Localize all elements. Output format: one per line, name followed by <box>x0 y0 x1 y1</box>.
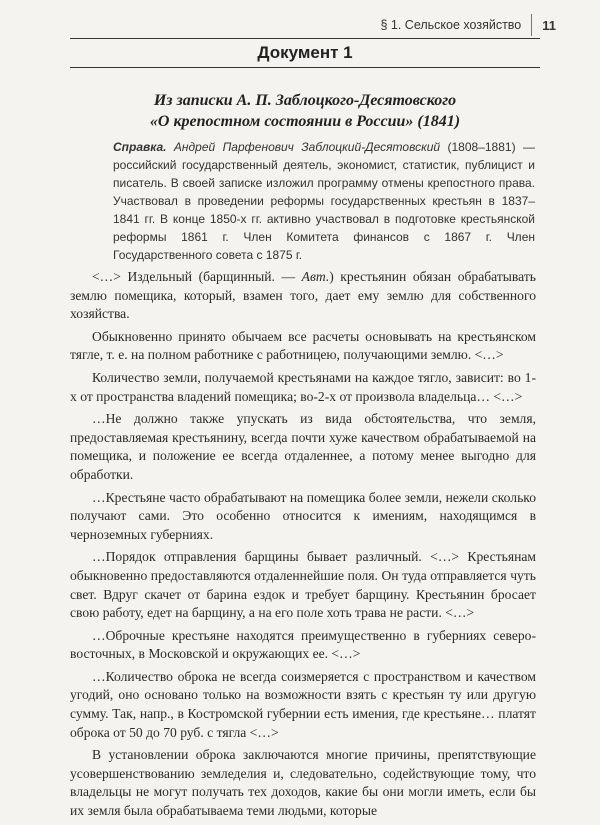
source-title-line-2: «О крепостном состоянии в России» (1841) <box>149 113 461 130</box>
section-title: § 1. Сельское хозяйство <box>380 18 522 32</box>
paragraph: …Порядок отправления барщины бывает различный. <…> Крестьянам обыкновенно предоставляются отдаленнейшие поля. Он туда отправляется чуть свет. Вдруг скачет от барина ездок и требует барщину. Крестьянин бросает свою работу, едет на барщину, а на его поле хоть трава не расти. <…> <box>70 549 536 621</box>
paragraph: …Оброчные крестьяне находятся преимущественно в губерниях северо-восточных, в Московской и окружающих ее. <…> <box>70 627 536 662</box>
reference-note <box>113 138 535 264</box>
paragraph: В установлении оброка заключаются многие причины, препятствующие усовершенствованию земледелия и, следовательно, содействующие тому, что владельцы не могут получать тех доходов, какие бы они могли иметь, если бы их земля была обрабатываема теми людьми, которые <box>70 747 536 819</box>
running-head <box>380 14 556 36</box>
paragraph: …Не должно также упускать из вида обстоятельства, что земля, предоставляемая крестьянину, всегда почти хуже качеством обрабатываемой на помещика, и положение ее всегда отдаленнее, а потому менее выгодно для обработки. <box>70 411 536 482</box>
paragraph: …Количество оброка не всегда соизмеряется с пространством и качеством угодий, оно основано только на возможности взять с крестьян ту или другую сумму. Так, напр., в Костромской губернии есть имения, где крестьяне… платят оброка от 50 до 70 руб. с тягла <…> <box>70 668 536 740</box>
source-title-line-1: Из записки А. П. Заблоцкого-Десятовского <box>153 92 457 109</box>
header-divider <box>531 14 532 36</box>
source-title <box>70 90 540 132</box>
note-text: (1808–1881) — российский государственный деятель, экономист, статистик, публицист и писатель. В своей записке изложил программу отмены крепостного права. Участвовал в проведении реформы государственных крестьян в 1837–1841 гг. В конце 1850-х гг. активно участвовал в подготовке крестьянской реформы 1861 г. Член Комитета финансов с 1867 г. Член Государственного совета с 1875 г. <box>113 140 535 262</box>
note-label: Справка. <box>113 140 167 154</box>
paragraph: …Крестьяне часто обрабатывают на помещика более земли, нежели сколько получают сами. Это особенно относится к имениям, находящимся в черноземных губерниях. <box>70 489 536 542</box>
paragraph: Обыкновенно принято обычаем все расчеты основывать на крестьянском тягле, т. е. на полном работнике с работницею, получающими землю. <…> <box>70 328 536 363</box>
page-number: 11 <box>542 17 556 33</box>
document-excerpt <box>70 268 536 825</box>
paragraph: Количество земли, получаемой крестьянами на каждое тягло, зависит: во 1-х от пространства владений помещика; во-2-х от произвола владельца… <…> <box>70 369 536 404</box>
author-abbreviation: Авт. <box>301 269 330 284</box>
document-title: Документ 1 <box>70 38 540 68</box>
paragraph: <…> Издельный (барщинный. — Авт.) крестьянин обязан обрабатывать землю помещика, который, взамен того, дает ему землю для собственного хозяйства. <box>70 269 536 322</box>
note-person-name: Андрей Парфенович Заблоцкий-Десятовский <box>173 140 441 154</box>
